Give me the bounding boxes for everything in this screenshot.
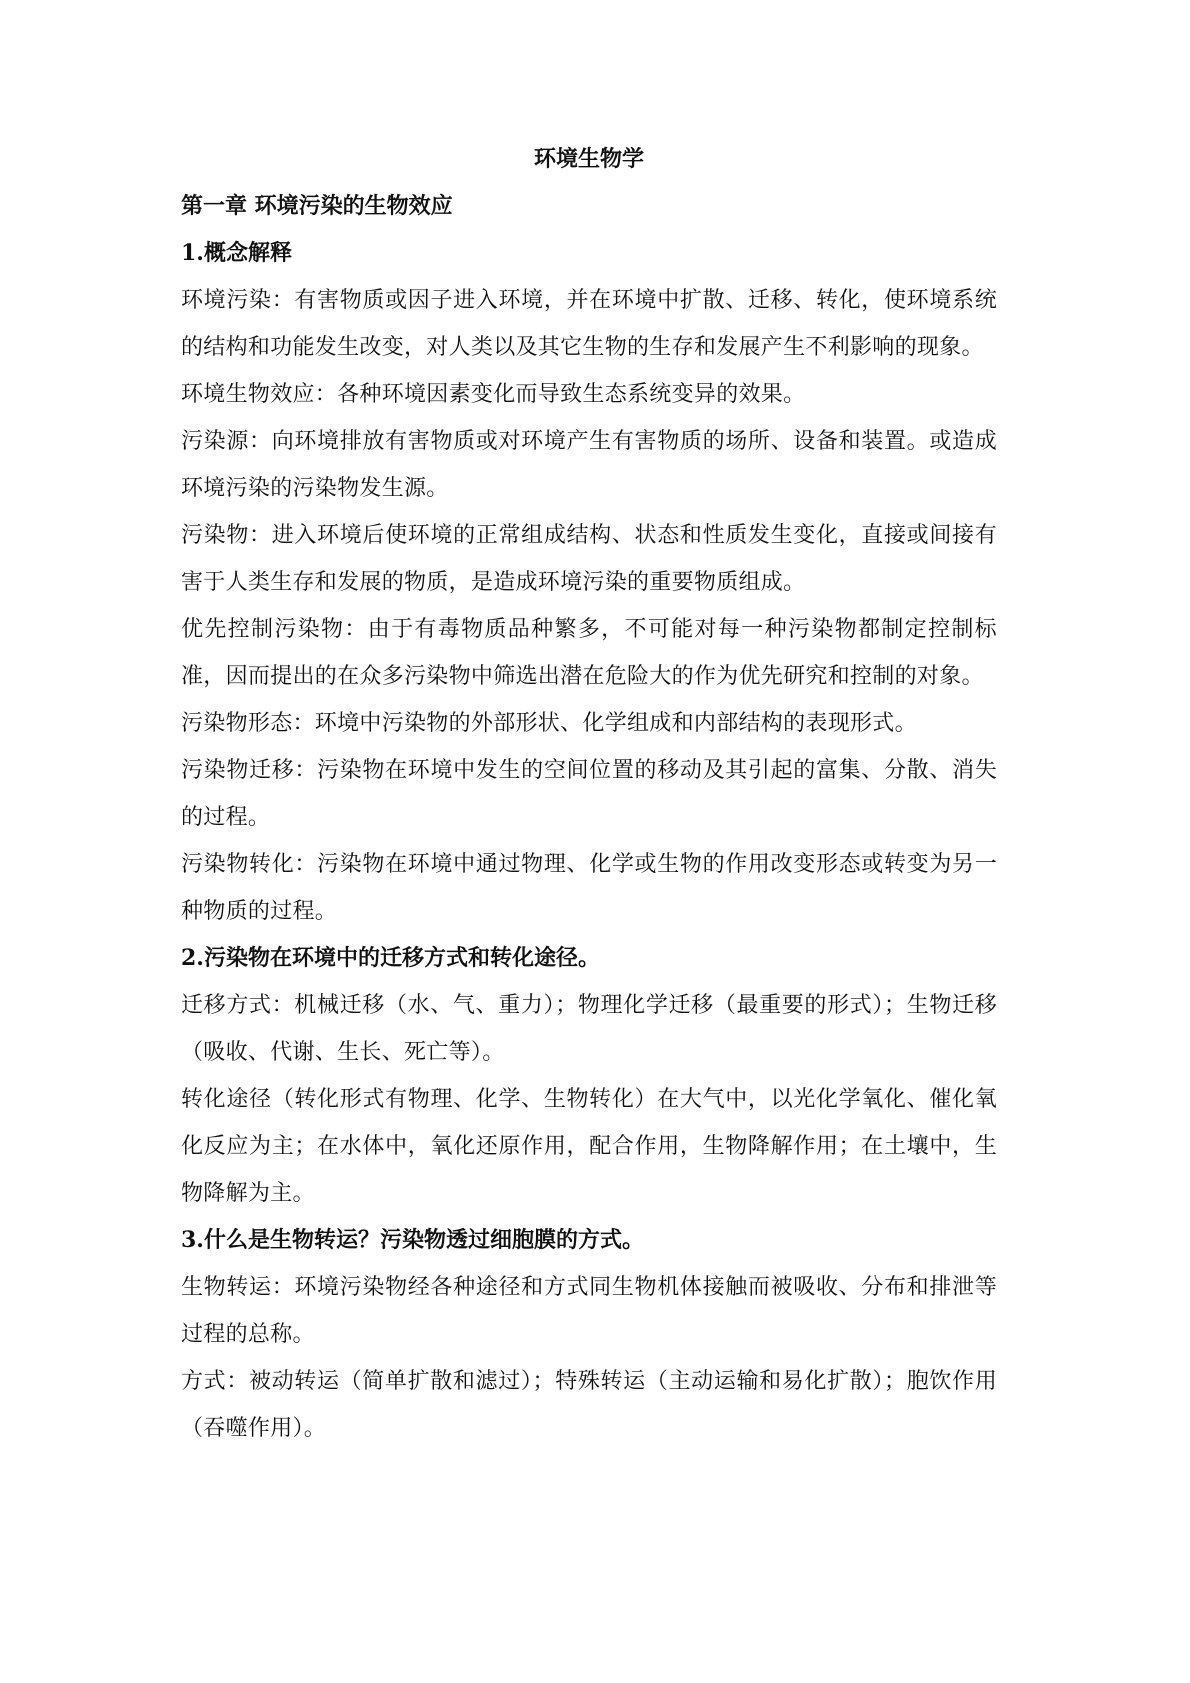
chapter-heading: 第一章 环境污染的生物效应	[181, 193, 453, 219]
section-heading: 3.什么是生物转运？污染物透过细胞膜的方式。	[181, 1227, 644, 1253]
paragraph-environmental-pollution: 环境污染：有害物质或因子进入环境，并在环境中扩散、迁移、转化，使环境系统的结构和功能发生改变，对人类以及其它生物的生存和发展产生不利影响的现象。	[181, 288, 997, 360]
document-title: 环境生物学	[533, 146, 644, 172]
paragraph-transport-methods: 方式：被动转运（简单扩散和滤过）；特殊转运（主动运输和易化扩散）；胞饮作用（吞噬作用）。	[181, 1369, 997, 1441]
paragraph-pollutant: 污染物：进入环境后使环境的正常组成结构、状态和性质发生变化，直接或间接有害于人类生存和发展的物质，是造成环境污染的重要物质组成。	[181, 523, 997, 595]
section-biotransport	[181, 1217, 997, 1452]
paragraph-migration-methods: 迁移方式：机械迁移（水、气、重力）；物理化学迁移（最重要的形式）；生物迁移（吸收、代谢、生长、死亡等）。	[181, 993, 997, 1065]
section-heading: 1.概念解释	[181, 240, 292, 266]
section-concepts	[181, 230, 997, 935]
paragraph-pollution-source: 污染源：向环境排放有害物质或对环境产生有害物质的场所、设备和装置。或造成环境污染的污染物发生源。	[181, 429, 997, 501]
paragraph-priority-pollutant: 优先控制污染物：由于有毒物质品种繁多，不可能对每一种污染物都制定控制标准，因而提出的在众多污染物中筛选出潜在危险大的作为优先研究和控制的对象。	[181, 617, 997, 689]
paragraph-pollutant-migration: 污染物迁移：污染物在环境中发生的空间位置的移动及其引起的富集、分散、消失的过程。	[181, 758, 997, 830]
section-heading: 2.污染物在环境中的迁移方式和转化途径。	[181, 945, 600, 971]
paragraph-transformation-pathways: 转化途径（转化形式有物理、化学、生物转化）在大气中，以光化学氧化、催化氧化反应为主；在水体中，氧化还原作用，配合作用，生物降解作用；在土壤中，生物降解为主。	[181, 1087, 997, 1206]
paragraph-biological-effect: 环境生物效应：各种环境因素变化而导致生态系统变异的效果。	[181, 382, 806, 407]
paragraph-pollutant-form: 污染物形态：环境中污染物的外部形状、化学组成和内部结构的表现形式。	[181, 711, 917, 736]
document-body	[181, 136, 997, 1452]
paragraph-pollutant-transformation: 污染物转化：污染物在环境中通过物理、化学或生物的作用改变形态或转变为另一种物质的过程。	[181, 852, 997, 924]
section-migration-transformation	[181, 935, 997, 1217]
paragraph-biotransport-definition: 生物转运：环境污染物经各种途径和方式同生物机体接触而被吸收、分布和排泄等过程的总称。	[181, 1275, 997, 1347]
